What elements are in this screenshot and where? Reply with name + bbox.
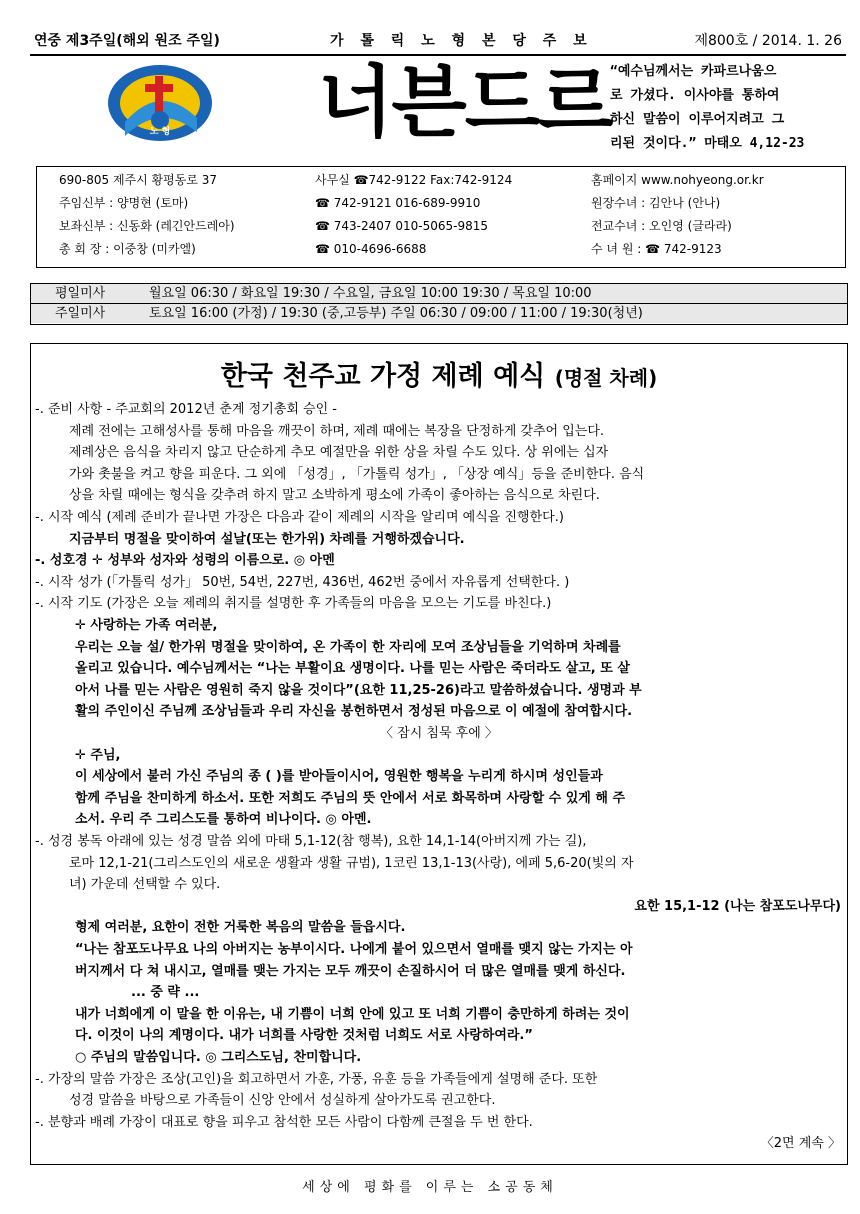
quote-line: 리된 것이다.” 마태오 4,12-23 [610,136,805,151]
quote-line: 로 가셨다. 이사야를 통하여 [610,88,780,103]
article-line: 가와 촛불을 켜고 향을 피운다. 그 외에 「성경」, 「가톨릭 성가」, 「상장 예식」등을 준비한다. 음식 [69,466,645,482]
superior-sister: 원장수녀 : 김안나 (안나) [591,196,721,210]
article-title [31,354,847,393]
masthead-title: 너븐드르 [318,58,612,148]
article-line: 성경 말씀을 바탕으로 가족들이 신앙 안에서 성실하게 살아가도록 권고한다. [69,1093,496,1109]
pastor-phone: ☎ 742-9121 016-689-9910 [315,196,481,210]
office-phone: 사무실 ☎742-9122 Fax:742-9124 [315,173,513,187]
article-line: ... 중 략 ... [131,985,200,1001]
article-line: -. 성호경 ✛ 성부와 성자와 성령의 이름으로. ◎ 아멘 [35,553,335,569]
quote-line: “예수님께서는 카파르나움으 [610,64,777,79]
mission-sister: 전교수녀 : 오인영 (글라라) [591,219,732,233]
info-row [37,169,845,192]
article-line: -. 시작 예식 (제례 준비가 끝나면 가장은 다음과 같이 제례의 시작을 알리며 예식을 진행한다.) [35,510,564,525]
article-line: 형제 여러분, 요한이 전한 거룩한 복음의 말씀을 들읍시다. [75,920,406,936]
info-row [37,215,845,238]
info-row [37,192,845,215]
pastor: 주임신부 : 양명현 (토마) [59,196,189,210]
convent-phone: 수 녀 원 : ☎ 742-9123 [591,242,722,256]
article-line: 상을 차릴 때에는 형식을 갖추려 하지 말고 소박하게 평소에 가족이 좋아하는 음식으로 차린다. [69,488,600,504]
article-line: ✛ 사랑하는 가족 여러분, [75,618,218,633]
liturgical-day: 연중 제3주일(해외 원조 주일) [34,33,220,49]
article-line: 녀) 가운데 선택할 수 있다. [69,877,221,893]
weekday-mass-label: 평일미사 [55,286,106,301]
issue-number-date: 제800호 / 2014. 1. 26 [694,33,842,49]
weekday-mass-row [31,284,847,304]
article-line: -. 가장의 말씀 가장은 조상(고인)을 회고하면서 가훈, 가풍, 유훈 등을 가족들에게 설명해 준다. 또한 [35,1071,598,1087]
weekday-mass-times: 월요일 06:30 / 화요일 19:30 / 수요일, 금요일 10:00 19:30 / 목요일 10:00 [149,286,592,301]
parish-info-box [36,166,846,268]
logo-text: 노 형 [149,127,171,137]
article-line: 로마 12,1-21(그리스도인의 새로운 생활과 생활 규범), 1코린 13,1-13(사랑), 에페 5,6-20(빛의 자 [69,855,634,871]
article-line: 다. 이것이 나의 계명이다. 내가 너희를 사랑한 것처럼 너희도 서로 사랑하여라.” [75,1028,533,1044]
sunday-mass-label: 주일미사 [55,306,106,321]
bulletin-name: 가 톨 릭 노 형 본 당 주 보 [330,33,593,49]
info-row [37,238,845,261]
article-line: “나는 참포도나무요 나의 아버지는 농부이시다. 나에게 붙어 있으면서 열매를 맺지 않는 가지는 아 [75,942,633,957]
mass-schedule [30,283,848,325]
article-line: -. 분향과 배례 가장이 대표로 향을 피우고 참석한 모든 사람이 다함께 큰절을 두 번 한다. [35,1114,533,1130]
article-line: 아서 나를 믿는 사람은 영원히 죽지 않을 것이다”(요한 11,25-26)라고 말씀하셨습니다. 생명과 부 [75,682,642,698]
homepage: 홈페이지 www.nohyeong.or.kr [591,173,764,187]
weekly-quote [610,60,846,156]
article-line: 요한 15,1-12 (나는 참포도나무다) [634,898,841,914]
address: 690-805 제주시 황평동로 37 [59,173,217,187]
article-line: 버지께서 다 쳐 내시고, 열매를 맺는 가지는 모두 깨끗이 손질하시어 더 많은 열매를 맺게 하신다. [75,963,626,979]
article-line: -. 준비 사항 - 주교회의 2012년 춘계 정기총회 승인 - [35,402,337,417]
article-line: 〈2면 계속 〉 [760,1136,841,1152]
article-line: ✛ 주님, [75,747,121,763]
sunday-mass-row [31,304,847,323]
article-line: 〈 잠시 침묵 후에 〉 [380,726,498,741]
article-line: 함께 주님을 찬미하게 하소서. 또한 저희도 주님의 뜻 안에서 서로 화목하며 사랑할 수 있게 해 주 [75,790,626,806]
quote-line: 하신 말씀이 이루어지려고 그 [610,112,785,127]
article-line: 이 세상에서 불러 가신 주님의 종 ( )를 받아들이시어, 영원한 행복을 누리게 하시며 성인들과 [75,769,603,785]
assistant-priest: 보좌신부 : 신동화 (레긴안드레아) [59,219,235,233]
article-line: 활의 주인이신 주님께 조상님들과 우리 자신을 봉헌하면서 정성된 마음으로 이 예절에 참여합시다. [75,704,633,720]
parish-logo [105,62,215,144]
article-line: 제례상은 음식을 차리지 않고 단순하게 추모 예절만을 위한 상을 차릴 수도 있다. 상 위에는 십자 [69,445,609,461]
article-line: 소서. 우리 주 그리스도를 통하여 비나이다. ◎ 아멘. [75,812,372,828]
issue-header [30,30,846,56]
president-phone: ☎ 010-4696-6688 [315,242,427,256]
footer-motto: 세상에 평화를 이루는 소공동체 [302,1180,558,1195]
article-line: 내가 너희에게 이 말을 한 이유는, 내 기쁨이 너희 안에 있고 또 너희 기쁨이 충만하게 하려는 것이 [75,1006,630,1022]
article-subtitle: (명절 차례) [554,366,658,390]
article-line: -. 시작 성가 (「가톨릭 성가」 50번, 54번, 227번, 436번, 462번 중에서 자유롭게 선택한다. ) [35,574,570,590]
article-line: ○ 주님의 말씀입니다. ◎ 그리스도님, 찬미합니다. [75,1050,362,1065]
article-line: 지금부터 명절을 맞이하여 설날(또는 한가위) 차례를 거행하겠습니다. [69,531,465,547]
article-line: 제례 전에는 고해성사를 통해 마음을 깨끗이 하며, 제례 때에는 복장을 단정하게 갖추어 입는다. [69,423,605,439]
article-line: 올리고 있습니다. 예수님께서는 “나는 부활이요 생명이다. 나를 믿는 사람은 죽더라도 살고, 또 살 [75,661,630,677]
assistant-phone: ☎ 743-2407 010-5065-9815 [315,219,488,233]
article-box [30,343,848,1165]
article-line: 우리는 오늘 설/ 한가위 명절을 맞이하여, 온 가족이 한 자리에 모여 조상님들을 기억하며 차례를 [75,639,621,655]
council-president: 총 회 장 : 이중창 (미카엘) [59,242,196,256]
sunday-mass-times: 토요일 16:00 (가정) / 19:30 (중,고등부) 주일 06:30 / 09:00 / 11:00 / 19:30(청년) [149,306,643,321]
article-line: -. 시작 기도 (가장은 오늘 제례의 취지를 설명한 후 가족들의 마음을 모으는 기도를 바친다.) [35,596,552,612]
article-title-main: 한국 천주교 가정 제례 예식 [220,361,546,392]
article-line: -. 성경 봉독 아래에 있는 성경 말씀 외에 마태 5,1-12(참 행복), 요한 14,1-14(아버지께 가는 길), [35,834,587,849]
